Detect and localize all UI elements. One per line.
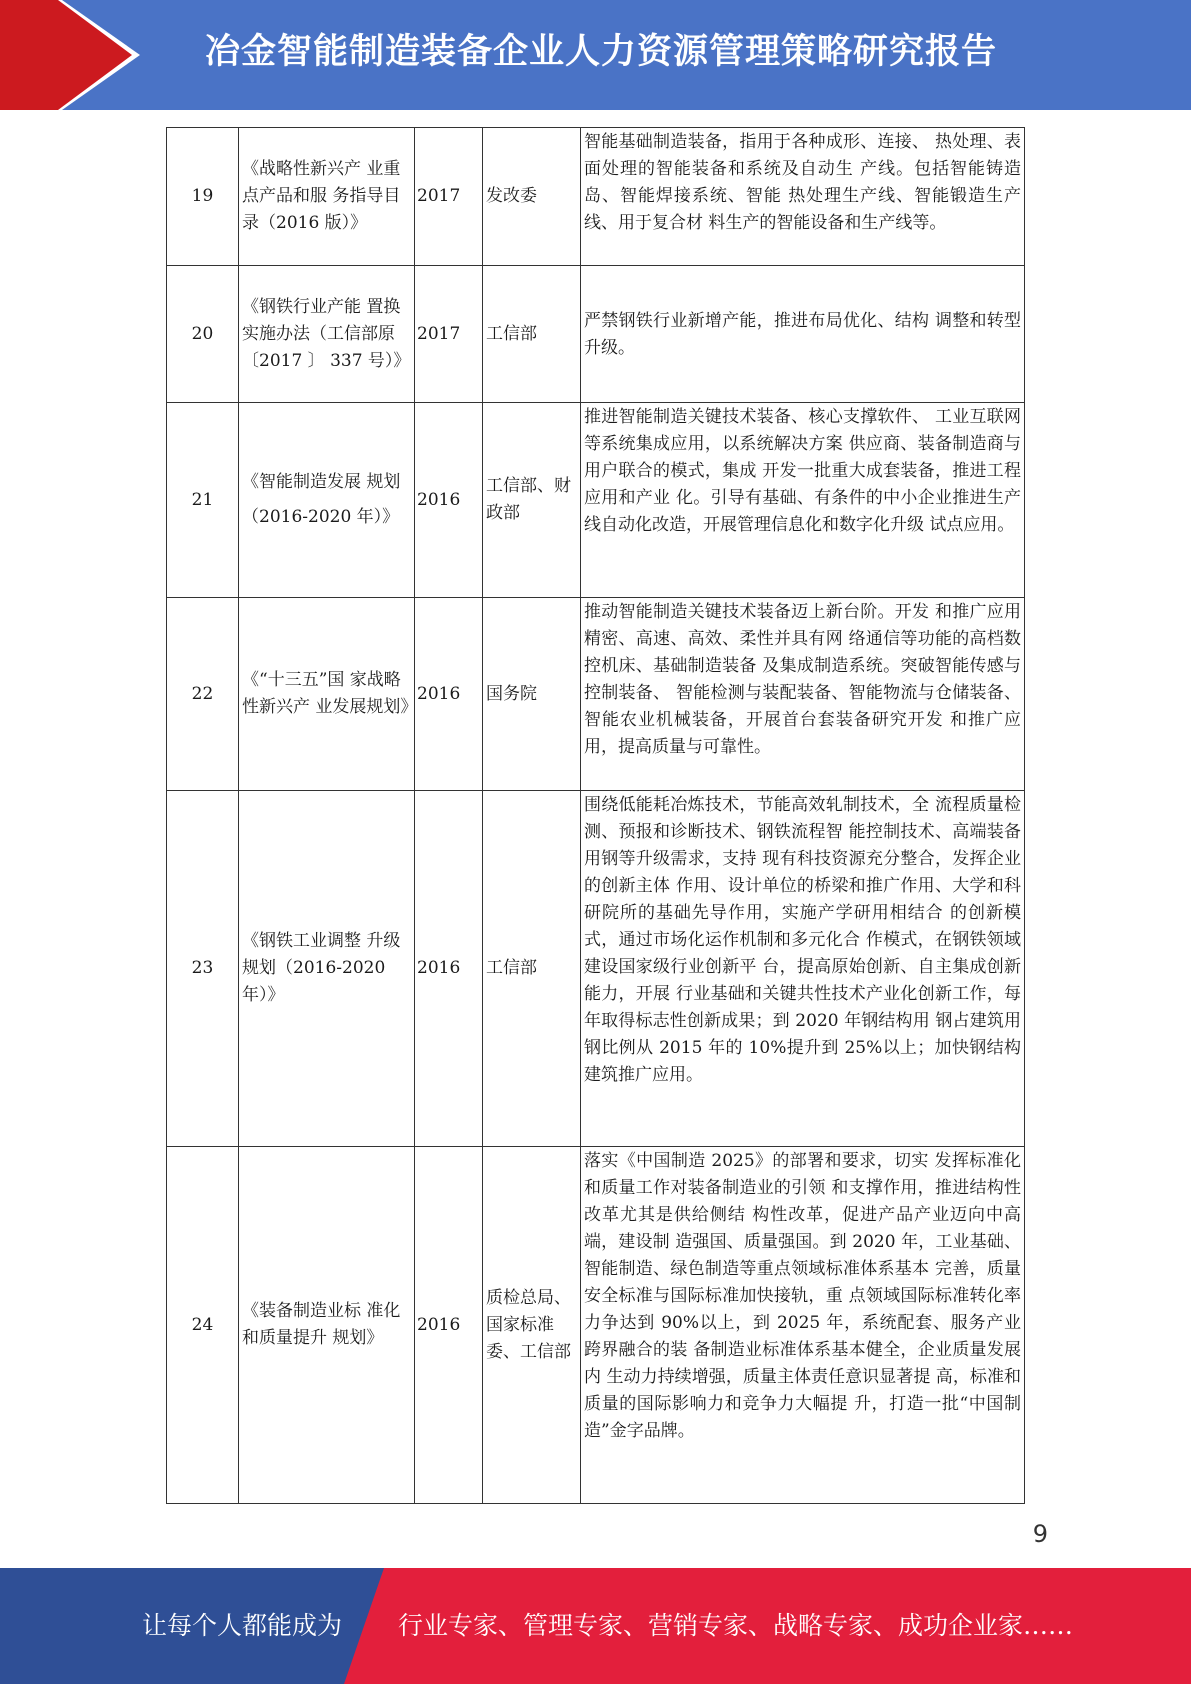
policy-description: 智能基础制造装备，指用于各种成形、连接、 热处理、表面处理的智能装备和系统及自动生 产线。包括智能铸造岛、智能焊接系统、智能 热处理生产线、智能锻造生产线、用于复合材 料生产的智能设备和生产线等。 [581,128,1025,266]
row-number: 23 [167,791,239,1147]
issuing-dept: 工信部 [483,266,581,403]
page-number: 9 [1032,1520,1048,1548]
footer-slogan-left: 让每个人都能成为 [142,1611,343,1640]
issuing-dept: 工信部 [483,791,581,1147]
policy-description: 落实《中国制造 2025》的部署和要求，切实 发挥标准化和质量工作对装备制造业的引领 和支撑作用，推进结构性改革尤其是供给侧结 构性改革，促进产品产业迈向中高端，建设制 造强国、质量强国。到 2020 年，工业基础、 智能制造、绿色制造等重点领域标准体系基本 完善，质量安全标准与国际标准加快接轨，重 点领域国际标准转化率力争达到 90%以上，到 2025 年，系统配套、服务产业跨界融合的装 备制造业标准体系基本健全，企业质量发展内 生动力持续增强，质量主体责任意识显著提 高，标准和质量的国际影响力和竞争力大幅提 升，打造一批“中国制造”金字品牌。 [581,1147,1025,1504]
policy-table [166,127,1025,1504]
policy-name: 《装备制造业标 准化和质量提升 规划》 [239,1147,415,1504]
policy-year: 2016 [415,1147,483,1504]
table-row [167,598,1025,791]
header-arrow-decoration [0,0,150,110]
policy-description: 严禁钢铁行业新增产能，推进布局优化、结构 调整和转型升级。 [581,266,1025,403]
policy-name: 《智能制造发展 规划（2016-2020 年）》 [239,403,415,598]
table-row [167,266,1025,403]
report-title: 冶金智能制造装备企业人力资源管理策略研究报告 [205,32,998,72]
policy-year: 2017 [415,266,483,403]
row-number: 22 [167,598,239,791]
page-header [0,0,1191,110]
policy-description: 推进智能制造关键技术装备、核心支撑软件、 工业互联网等系统集成应用，以系统解决方案 供应商、装备制造商与用户联合的模式，集成 开发一批重大成套装备，推进工程应用和产业 化。引导有基础、有条件的中小企业推进生产 线自动化改造，开展管理信息化和数字化升级 试点应用。 [581,403,1025,598]
row-number: 24 [167,1147,239,1504]
policy-year: 2016 [415,791,483,1147]
policy-name: 《“十三五”国 家战略性新兴产 业发展规划》 [239,598,415,791]
policy-name: 《战略性新兴产 业重点产品和服 务指导目录（2016 版）》 [239,128,415,266]
table-row [167,403,1025,598]
table-row [167,791,1025,1147]
policy-year: 2016 [415,403,483,598]
policy-year: 2017 [415,128,483,266]
policy-description: 推动智能制造关键技术装备迈上新台阶。开发 和推广应用精密、高速、高效、柔性并具有网 络通信等功能的高档数控机床、基础制造装备 及集成制造系统。突破智能传感与控制装备、 智能检测与装配装备、智能物流与仓储装备、 智能农业机械装备，开展首台套装备研究开发 和推广应用，提高质量与可靠性。 [581,598,1025,791]
issuing-dept: 质检总局、国家标准委、工信部 [483,1147,581,1504]
footer-slogan-right: 行业专家、管理专家、营销专家、战略专家、成功企业家…… [398,1611,1074,1640]
policy-name: 《钢铁工业调整 升级规划（2016-2020 年）》 [239,791,415,1147]
row-number: 21 [167,403,239,598]
issuing-dept: 国务院 [483,598,581,791]
policy-description: 围绕低能耗冶炼技术，节能高效轧制技术，全 流程质量检测、预报和诊断技术、钢铁流程智 能控制技术、高端装备用钢等升级需求，支持 现有科技资源充分整合，发挥企业的创新主体 作用、设计单位的桥梁和推广作用、大学和科 研院所的基础先导作用，实施产学研用相结合 的创新模式，通过市场化运作机制和多元化合 作模式，在钢铁领域建设国家级行业创新平 台，提高原始创新、自主集成创新能力，开展 行业基础和关键共性技术产业化创新工作，每 年取得标志性创新成果；到 2020 年钢结构用 钢占建筑用钢比例从 2015 年的 10%提升到 25%以上；加快钢结构建筑推广应用。 [581,791,1025,1147]
policy-name: 《钢铁行业产能 置换实施办法（工信部原〔2017 〕 337 号）》 [239,266,415,403]
row-number: 19 [167,128,239,266]
issuing-dept: 工信部、财政部 [483,403,581,598]
issuing-dept: 发改委 [483,128,581,266]
policy-year: 2016 [415,598,483,791]
table-row [167,128,1025,266]
row-number: 20 [167,266,239,403]
table-row [167,1147,1025,1504]
page-footer [0,1568,1191,1684]
